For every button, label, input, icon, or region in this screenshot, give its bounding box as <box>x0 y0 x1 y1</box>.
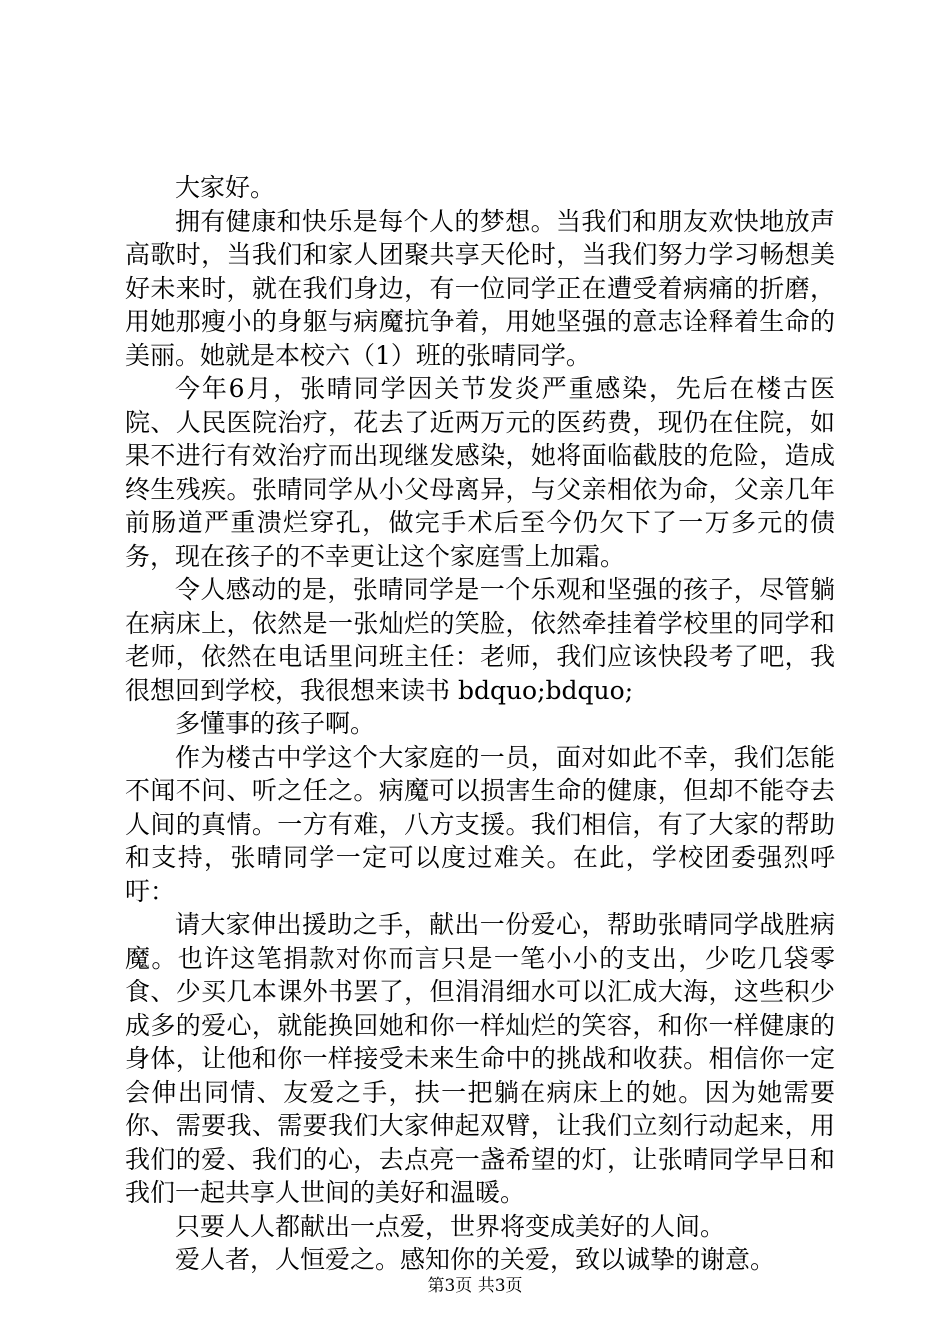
paragraph-thanks: 爱人者，人恒爱之。感知你的关爱，致以诚挚的谢意。 <box>175 1245 776 1274</box>
paragraph-introduction: 拥有健康和快乐是每个人的梦想。当我们和朋友欢快地放声高歌时，当我们和家人团聚共享天伦时，当我们努力学习畅想美好未来时，就在我们身边，有一位同学正在遭受着病痛的折磨，用她那瘦小的身躯与病魔抗争着，用她坚强的意志诠释着生命的美丽。她就是本校六（1）班的张晴同学。 <box>125 206 835 370</box>
paragraph-appeal-context: 作为楼古中学这个大家庭的一员，面对如此不幸，我们怎能不闻不问、听之任之。病魔可以损害生命的健康，但却不能夺去人间的真情。一方有难，八方支援。我们相信，有了大家的帮助和支持，张晴同学一定可以度过难关。在此，学校团委强烈呼吁： <box>125 742 835 906</box>
paragraph-sensible-child: 多懂事的孩子啊。 <box>175 709 376 738</box>
paragraph-love-world: 只要人人都献出一点爱，世界将变成美好的人间。 <box>175 1211 726 1241</box>
document-body <box>125 171 835 1277</box>
greeting-paragraph: 大家好。 <box>175 173 276 202</box>
paragraph-call-to-action: 请大家伸出援助之手，献出一份爱心，帮助张晴同学战胜病魔。也许这笔捐款对你而言只是一笔小小的支出，少吃几袋零食、少买几本课外书罢了，但涓涓细水可以汇成大海，这些积少成多的爱心，就能换回她和你一样灿烂的笑容，和你一样健康的身体，让他和你一样接受未来生命中的挑战和收获。相信你一定会伸出同情、友爱之手，扶一把躺在病床上的她。因为她需要你、需要我、需要我们大家伸起双臂，让我们立刻行动起来，用我们的爱、我们的心，去点亮一盏希望的灯，让张晴同学早日和我们一起共享人世间的美好和温暖。 <box>125 910 835 1207</box>
page-footer <box>0 1275 950 1297</box>
page-number-label: 第3页 共3页 <box>427 1276 523 1296</box>
paragraph-optimism: 令人感动的是，张晴同学是一个乐观和坚强的孩子，尽管躺在病床上，依然是一张灿烂的笑脸，依然牵挂着学校里的同学和老师，依然在电话里问班主任：老师，我们应该快段考了吧，我很想回到学校，我很想来读书 bdquo;bdquo; <box>125 575 835 705</box>
paragraph-illness: 今年6月，张晴同学因关节发炎严重感染，先后在楼古医院、人民医院治疗，花去了近两万元的医药费，现仍在住院，如果不进行有效治疗而出现继发感染，她将面临截肢的危险，造成终生残疾。张晴同学从小父母离异，与父亲相依为命，父亲几年前肠道严重溃烂穿孔，做完手术后至今仍欠下了一万多元的债务，现在孩子的不幸更让这个家庭雪上加霜。 <box>125 374 835 571</box>
